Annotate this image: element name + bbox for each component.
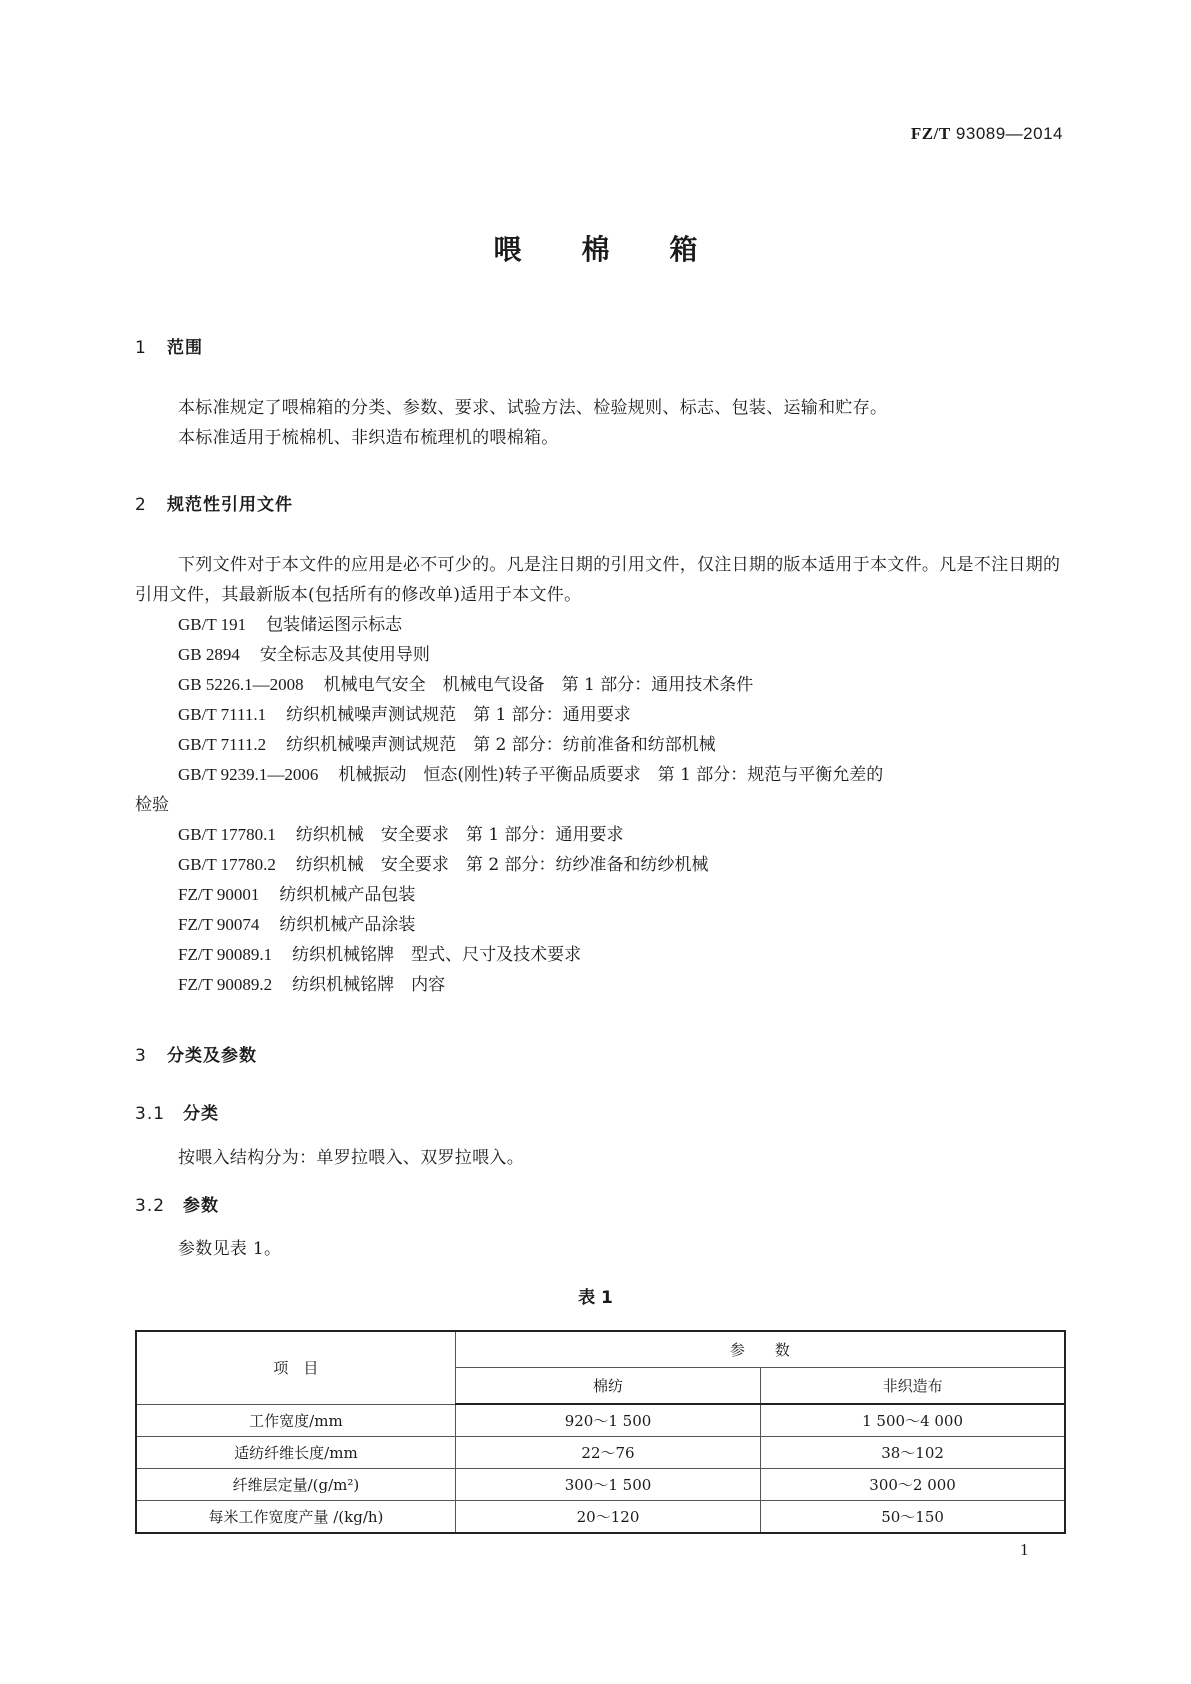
title-char: 箱: [669, 233, 698, 266]
cell-cotton: 22～76: [455, 1437, 760, 1469]
cell-item: 适纺纤维长度/mm: [136, 1437, 455, 1469]
table-caption: 表 1: [578, 1288, 613, 1308]
section-3-2-text: 参数见表 1。: [178, 1239, 282, 1259]
standard-code: 93089—2014: [955, 124, 1063, 143]
section-3-1-text: 按喂入结构分为：单罗拉喂入、双罗拉喂入。: [178, 1148, 524, 1168]
section-2-heading: [135, 490, 293, 515]
table-row: [136, 1469, 1065, 1501]
reference-title: 机械电气安全 机械电气设备 第 1 部分：通用技术条件: [323, 675, 754, 695]
reference-title: 包装储运图示标志: [266, 615, 403, 635]
reference-item: [178, 940, 581, 965]
reference-code: GB/T 17780.1: [178, 825, 276, 844]
section-title: 规范性引用文件: [167, 495, 293, 515]
reference-item: [178, 880, 415, 905]
reference-code: FZ/T 90089.1: [178, 945, 273, 964]
table-row: [136, 1404, 1065, 1437]
title-char: 喂: [493, 233, 522, 266]
section-3-1-heading: [135, 1099, 219, 1124]
reference-continuation: 检验: [135, 795, 169, 815]
section-1-paragraph: 本标准规定了喂棉箱的分类、参数、要求、试验方法、检验规则、标志、包装、运输和贮存。: [178, 398, 888, 418]
section-number: 3: [135, 1046, 147, 1066]
section-number: 3.1: [135, 1104, 166, 1124]
reference-title: 机械振动 恒态(刚性)转子平衡品质要求 第 1 部分：规范与平衡允差的: [338, 765, 884, 785]
reference-item: [178, 700, 631, 725]
cell-nonwoven: 50～150: [761, 1501, 1065, 1534]
cell-cotton: 920～1 500: [455, 1404, 760, 1437]
table-row: [136, 1501, 1065, 1534]
section-1-heading: [135, 333, 203, 358]
table-row: [136, 1437, 1065, 1469]
section-number: 3.2: [135, 1196, 166, 1216]
section-3-heading: [135, 1041, 257, 1066]
section-3-2-heading: [135, 1191, 219, 1216]
standard-prefix: FZ/T: [910, 124, 951, 143]
cell-cotton: 300～1 500: [455, 1469, 760, 1501]
cell-nonwoven: 38～102: [761, 1437, 1065, 1469]
parameters-table: [135, 1330, 1066, 1534]
reference-title: 安全标志及其使用导则: [259, 645, 430, 665]
cell-nonwoven: 300～2 000: [761, 1469, 1065, 1501]
reference-title: 纺织机械铭牌 内容: [292, 975, 446, 995]
reference-item: [178, 850, 709, 875]
header-parameters: 参 数: [455, 1331, 1065, 1368]
cell-cotton: 20～120: [455, 1501, 760, 1534]
header-nonwoven: 非织造布: [761, 1368, 1065, 1405]
reference-title: 纺织机械产品涂装: [279, 915, 416, 935]
section-title: 分类: [183, 1104, 219, 1124]
reference-code: GB/T 17780.2: [178, 855, 276, 874]
section-1-paragraph: 本标准适用于梳棉机、非织造布梳理机的喂棉箱。: [178, 428, 559, 448]
cell-nonwoven: 1 500～4 000: [761, 1404, 1065, 1437]
reference-code: GB 2894: [178, 645, 240, 664]
page-number: 1: [1020, 1540, 1029, 1559]
section-number: 1: [135, 338, 147, 358]
reference-item: [178, 730, 716, 755]
section-2-intro: 下列文件对于本文件的应用是必不可少的。凡是注日期的引用文件，仅注日期的版本适用于本文件。凡是不注日期的引用文件，其最新版本(包括所有的修改单)适用于本文件。: [135, 555, 1061, 605]
reference-code: FZ/T 90089.2: [178, 975, 273, 994]
reference-item: [178, 610, 402, 635]
reference-title: 纺织机械噪声测试规范 第 1 部分：通用要求: [286, 705, 631, 725]
reference-code: FZ/T 90001: [178, 885, 260, 904]
section-title: 分类及参数: [167, 1046, 257, 1066]
reference-item: [178, 670, 753, 695]
section-title: 参数: [183, 1196, 219, 1216]
section-number: 2: [135, 495, 147, 515]
standard-number: [911, 124, 1063, 144]
cell-item: 每米工作宽度产量 /(kg/h): [136, 1501, 455, 1534]
cell-item: 工作宽度/mm: [136, 1404, 455, 1437]
reference-code: GB/T 9239.1—2006: [178, 765, 319, 784]
header-cotton: 棉纺: [455, 1368, 760, 1405]
reference-code: GB/T 7111.2: [178, 735, 267, 754]
title-char: 棉: [581, 233, 610, 266]
reference-item: [178, 760, 883, 785]
reference-code: GB/T 7111.1: [178, 705, 267, 724]
document-title: [0, 228, 1191, 268]
reference-item: [178, 970, 445, 995]
reference-item: [178, 910, 415, 935]
reference-title: 纺织机械 安全要求 第 2 部分：纺纱准备和纺纱机械: [295, 855, 709, 875]
reference-title: 纺织机械 安全要求 第 1 部分：通用要求: [295, 825, 624, 845]
reference-item: [178, 820, 624, 845]
reference-title: 纺织机械铭牌 型式、尺寸及技术要求: [292, 945, 582, 965]
reference-item: [178, 640, 430, 665]
reference-title: 纺织机械产品包装: [279, 885, 416, 905]
cell-item: 纤维层定量/(g/m²): [136, 1469, 455, 1501]
section-title: 范围: [167, 338, 203, 358]
header-item: 项 目: [136, 1331, 455, 1404]
reference-code: GB 5226.1—2008: [178, 675, 304, 694]
reference-code: GB/T 191: [178, 615, 247, 634]
reference-title: 纺织机械噪声测试规范 第 2 部分：纺前准备和纺部机械: [286, 735, 716, 755]
reference-code: FZ/T 90074: [178, 915, 260, 934]
